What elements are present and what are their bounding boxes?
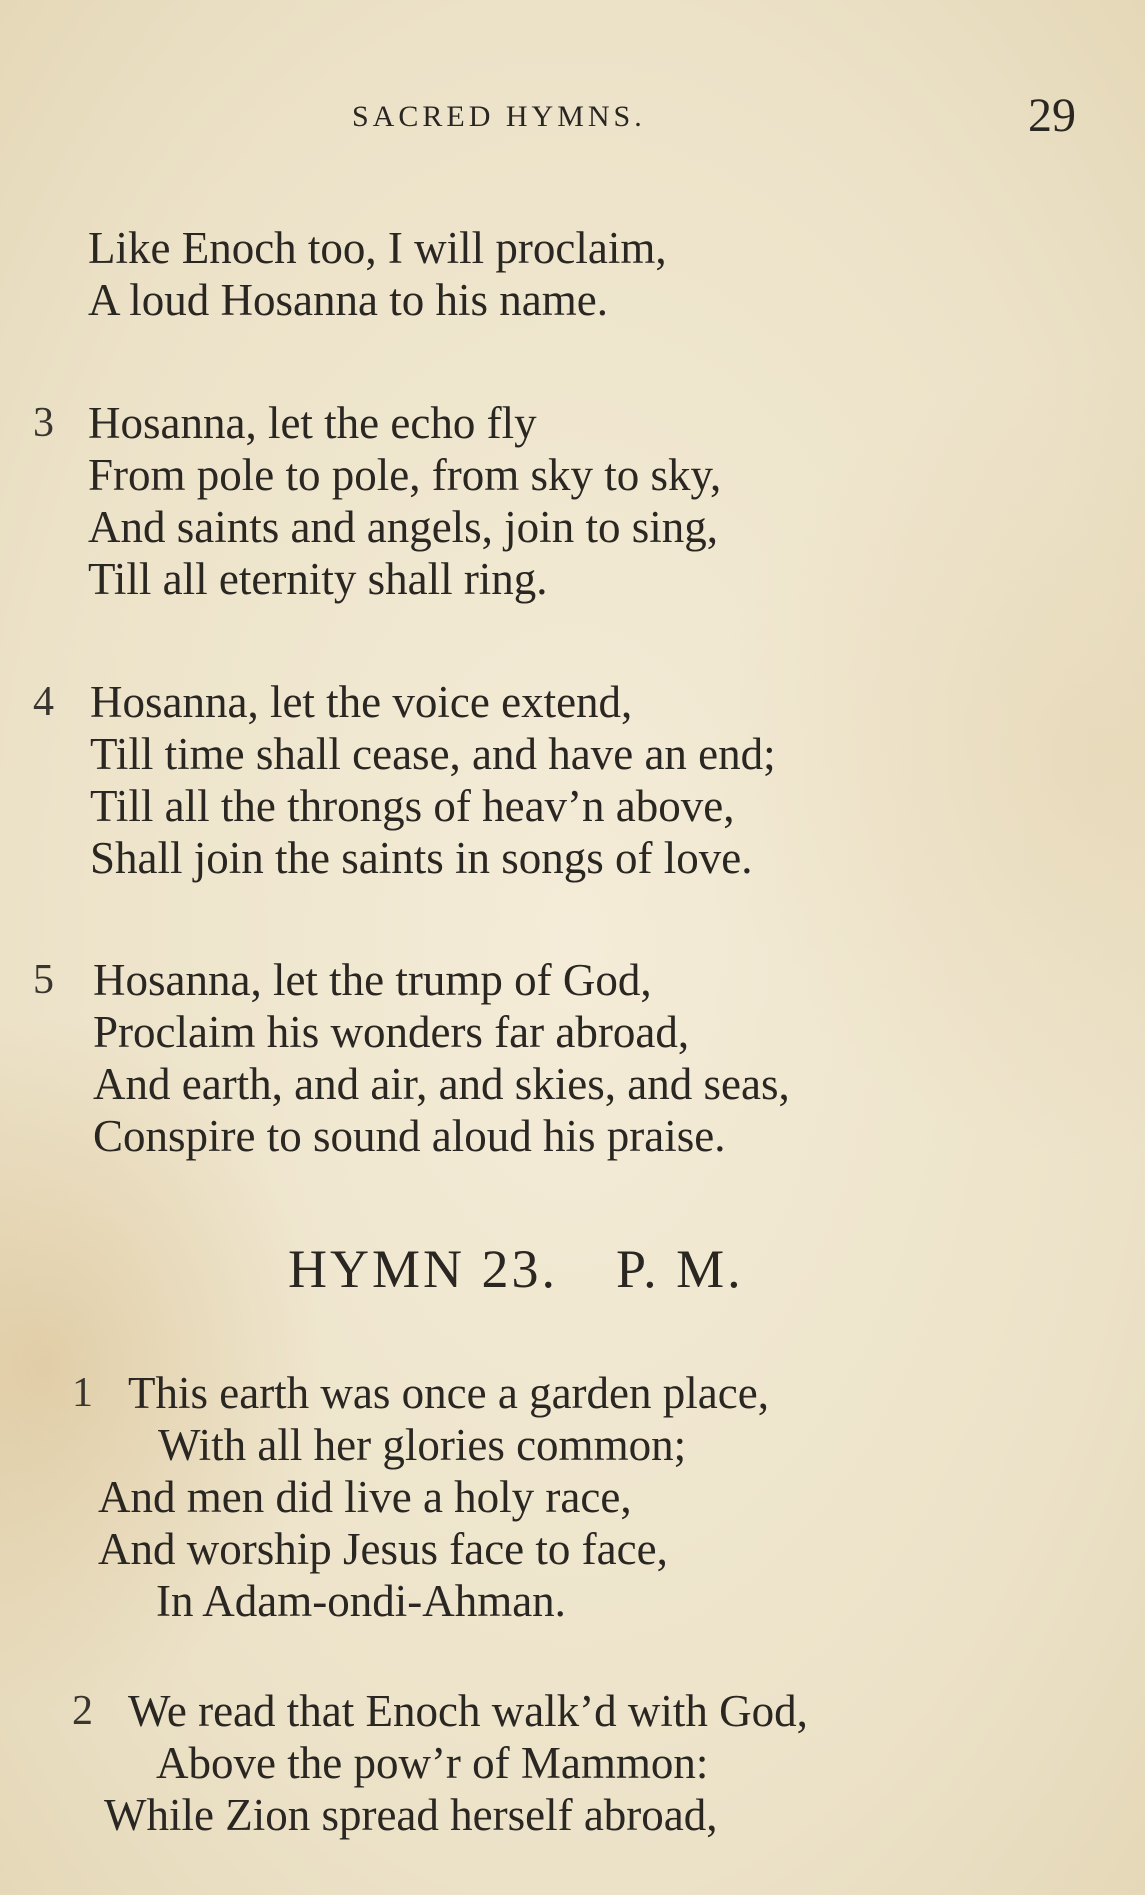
running-title: SACRED HYMNS. bbox=[352, 100, 646, 133]
verse-line: And worship Jesus face to face, bbox=[98, 1524, 668, 1574]
verse-line: From pole to pole, from sky to sky, bbox=[88, 450, 722, 500]
verse-line: And saints and angels, join to sing, bbox=[88, 502, 718, 552]
verse-line: Above the pow’r of Mammon: bbox=[156, 1738, 709, 1788]
verse-line: While Zion spread herself abroad, bbox=[104, 1790, 718, 1840]
verse-line: We read that Enoch walk’d with God, bbox=[128, 1686, 808, 1736]
page-number: 29 bbox=[1028, 89, 1076, 142]
verse-line: Conspire to sound aloud his praise. bbox=[93, 1111, 726, 1161]
verse-line: Till time shall cease, and have an end; bbox=[90, 729, 776, 779]
verse-line: Till all the throngs of heav’n above, bbox=[90, 781, 735, 831]
verse-line: Shall join the saints in songs of love. bbox=[90, 833, 753, 883]
verse-line: In Adam-ondi-Ahman. bbox=[156, 1576, 566, 1626]
verse-line: Hosanna, let the trump of God, bbox=[93, 955, 652, 1005]
verse-line: And earth, and air, and skies, and seas, bbox=[93, 1059, 790, 1109]
verse-line: Hosanna, let the echo fly bbox=[88, 398, 537, 448]
hymn-meter: P. M. bbox=[616, 1239, 744, 1299]
verse-number: 3 bbox=[33, 400, 54, 446]
verse-line: Hosanna, let the voice extend, bbox=[90, 677, 633, 727]
verse-number: 1 bbox=[72, 1370, 93, 1416]
verse-line: Till all eternity shall ring. bbox=[88, 554, 548, 604]
verse-line: And men did live a holy race, bbox=[98, 1472, 632, 1522]
verse-number: 2 bbox=[72, 1688, 93, 1734]
verse-line: With all her glories common; bbox=[158, 1420, 687, 1470]
verse-number: 5 bbox=[33, 957, 54, 1003]
verse-line: A loud Hosanna to his name. bbox=[88, 275, 608, 325]
verse-number: 4 bbox=[33, 679, 54, 725]
hymn-heading bbox=[288, 1238, 744, 1300]
verse-line: Proclaim his wonders far abroad, bbox=[93, 1007, 690, 1057]
verse-line: This earth was once a garden place, bbox=[128, 1368, 769, 1418]
hymn-number: HYMN 23. bbox=[288, 1239, 559, 1299]
verse-line: Like Enoch too, I will proclaim, bbox=[88, 223, 667, 273]
